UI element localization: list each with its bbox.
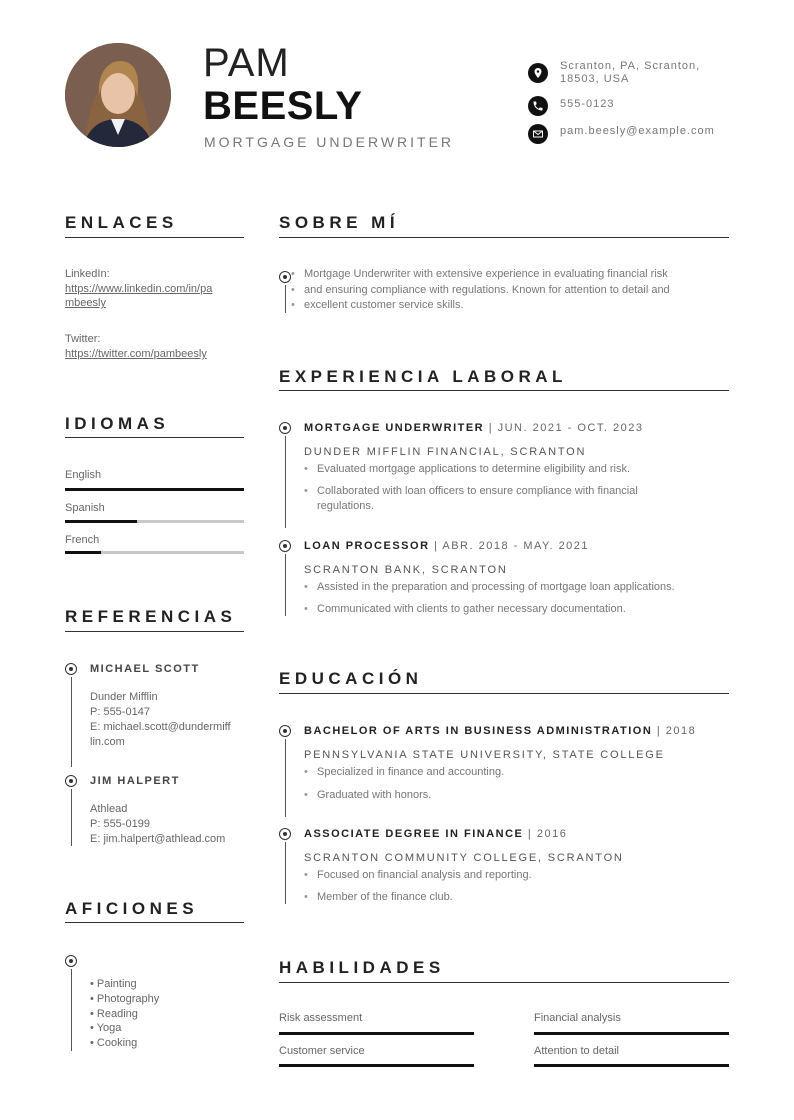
hobby-item: • Reading [90,1008,138,1020]
graduation-year: | 2016 [523,828,568,840]
language-name: Spanish [65,502,105,514]
timeline-dot [65,955,77,967]
language-name: English [65,469,102,481]
skill-name: Risk assessment [279,1012,363,1024]
hobby-item: • Cooking [90,1037,138,1049]
job-role: MORTGAGE UNDERWRITER [304,422,485,434]
job-bullet: • Assisted in the preparation and processing of mortgage loan applications. [317,580,675,595]
about-text-line: • and ensuring compliance with regulations. Known for attention to detail and [304,283,670,298]
links-section-title: ENLACES [65,213,178,232]
reference-company: Athlead [90,803,128,815]
last-name: BEESLY [203,84,363,128]
timeline-line [285,436,286,528]
portrait-photo-icon [65,43,171,147]
about-section-title: SOBRE MÍ [279,213,400,232]
skill-name: Financial analysis [534,1012,621,1024]
section-divider [279,693,729,694]
about-text-line: • excellent customer service skills. [304,298,464,313]
job-bullet-cont: regulations. [317,500,374,512]
timeline-line [71,969,72,1051]
education-bullet: • Focused on financial analysis and reporting. [317,868,532,883]
hobbies-section-title: AFICIONES [65,899,199,918]
language-level-fill [65,488,244,491]
language-name: French [65,534,100,546]
language-level-track [65,551,244,554]
profile-photo [65,43,171,147]
about-text-line: • Mortgage Underwriter with extensive experience in evaluating financial risk [304,267,668,282]
languages-section-title: IDIOMAS [65,414,170,433]
linkedin-link-cont[interactable]: mbeesly [65,297,106,309]
twitter-link[interactable]: https://twitter.com/pambeesly [65,348,207,360]
reference-phone: P: 555-0199 [90,818,150,830]
timeline-dot [279,828,291,840]
section-divider [65,437,244,438]
job-company: DUNDER MIFFLIN FINANCIAL, SCRANTON [304,446,587,458]
first-name: PAM [203,41,290,85]
job-bullet: • Collaborated with loan officers to ensure compliance with financial [317,484,638,499]
school-name: PENNSYLVANIA STATE UNIVERSITY, STATE COLLEGE [304,749,665,761]
reference-email: E: michael.scott@dundermiff [90,721,231,733]
hobby-item: • Photography [90,993,160,1005]
envelope-icon [528,124,548,144]
timeline-line [285,842,286,904]
education-heading [304,725,696,737]
section-divider [279,390,729,391]
skill-name: Attention to detail [534,1045,620,1057]
reference-email: E: jim.halpert@athlead.com [90,833,226,845]
hobby-item: • Yoga [90,1022,122,1034]
timeline-dot [279,422,291,434]
timeline-line [71,677,72,767]
timeline-line [285,285,286,313]
section-divider [279,237,729,238]
section-divider [279,982,729,983]
timeline-dot [65,663,77,675]
hobby-item: • Painting [90,978,137,990]
experience-section-title: EXPERIENCIA LABORAL [279,367,567,386]
linkedin-link[interactable]: https://www.linkedin.com/in/pa [65,283,213,295]
timeline-line [71,789,72,846]
timeline-dot [279,725,291,737]
skill-bar [534,1032,729,1035]
skills-section-title: HABILIDADES [279,958,445,977]
skill-bar [279,1032,474,1035]
education-bullet: • Specialized in finance and accounting. [317,765,504,780]
job-company: SCRANTON BANK, SCRANTON [304,564,508,576]
skill-bar [534,1064,729,1067]
education-bullet: • Member of the finance club. [317,890,453,905]
skill-name: Customer service [279,1045,365,1057]
job-bullet: • Communicated with clients to gather necessary documentation. [317,602,626,617]
references-section-title: REFERENCIAS [65,607,237,626]
job-title: MORTGAGE UNDERWRITER [204,134,455,150]
education-heading [304,828,567,840]
section-divider [65,631,244,632]
timeline-dot [279,271,291,283]
twitter-label: Twitter: [65,333,101,345]
job-role: LOAN PROCESSOR [304,540,430,552]
section-divider [65,237,244,238]
reference-name: JIM HALPERT [90,775,180,787]
timeline-dot [65,775,77,787]
reference-company: Dunder Mifflin [90,691,158,703]
linkedin-label: LinkedIn: [65,268,110,280]
language-level-track [65,520,244,523]
job-dates: | JUN. 2021 - OCT. 2023 [484,422,644,434]
language-level-fill [65,520,137,523]
phone-number: 555-0123 [560,98,615,110]
skill-bar [279,1064,474,1067]
phone-icon [528,96,548,116]
reference-phone: P: 555-0147 [90,706,150,718]
school-name: SCRANTON COMMUNITY COLLEGE, SCRANTON [304,852,624,864]
education-section-title: EDUCACIÓN [279,669,423,688]
job-bullet: • Evaluated mortgage applications to determine eligibility and risk. [317,462,630,477]
job-heading [304,540,589,552]
timeline-dot [279,540,291,552]
job-dates: | ABR. 2018 - MAY. 2021 [429,540,590,552]
address-line-2: 18503, USA [560,73,630,85]
reference-email-cont: lin.com [90,736,125,748]
education-bullet: • Graduated with honors. [317,788,431,803]
email-address: pam.beesly@example.com [560,125,715,137]
reference-name: MICHAEL SCOTT [90,663,200,675]
location-pin-icon [528,63,548,83]
graduation-year: | 2018 [652,725,697,737]
timeline-line [285,554,286,616]
language-level-track [65,488,244,491]
section-divider [65,922,244,923]
job-heading [304,422,643,434]
language-level-fill [65,551,101,554]
degree: BACHELOR OF ARTS IN BUSINESS ADMINISTRATION [304,725,653,737]
timeline-line [285,739,286,817]
degree: ASSOCIATE DEGREE IN FINANCE [304,828,524,840]
address-line-1: Scranton, PA, Scranton, [560,60,701,72]
